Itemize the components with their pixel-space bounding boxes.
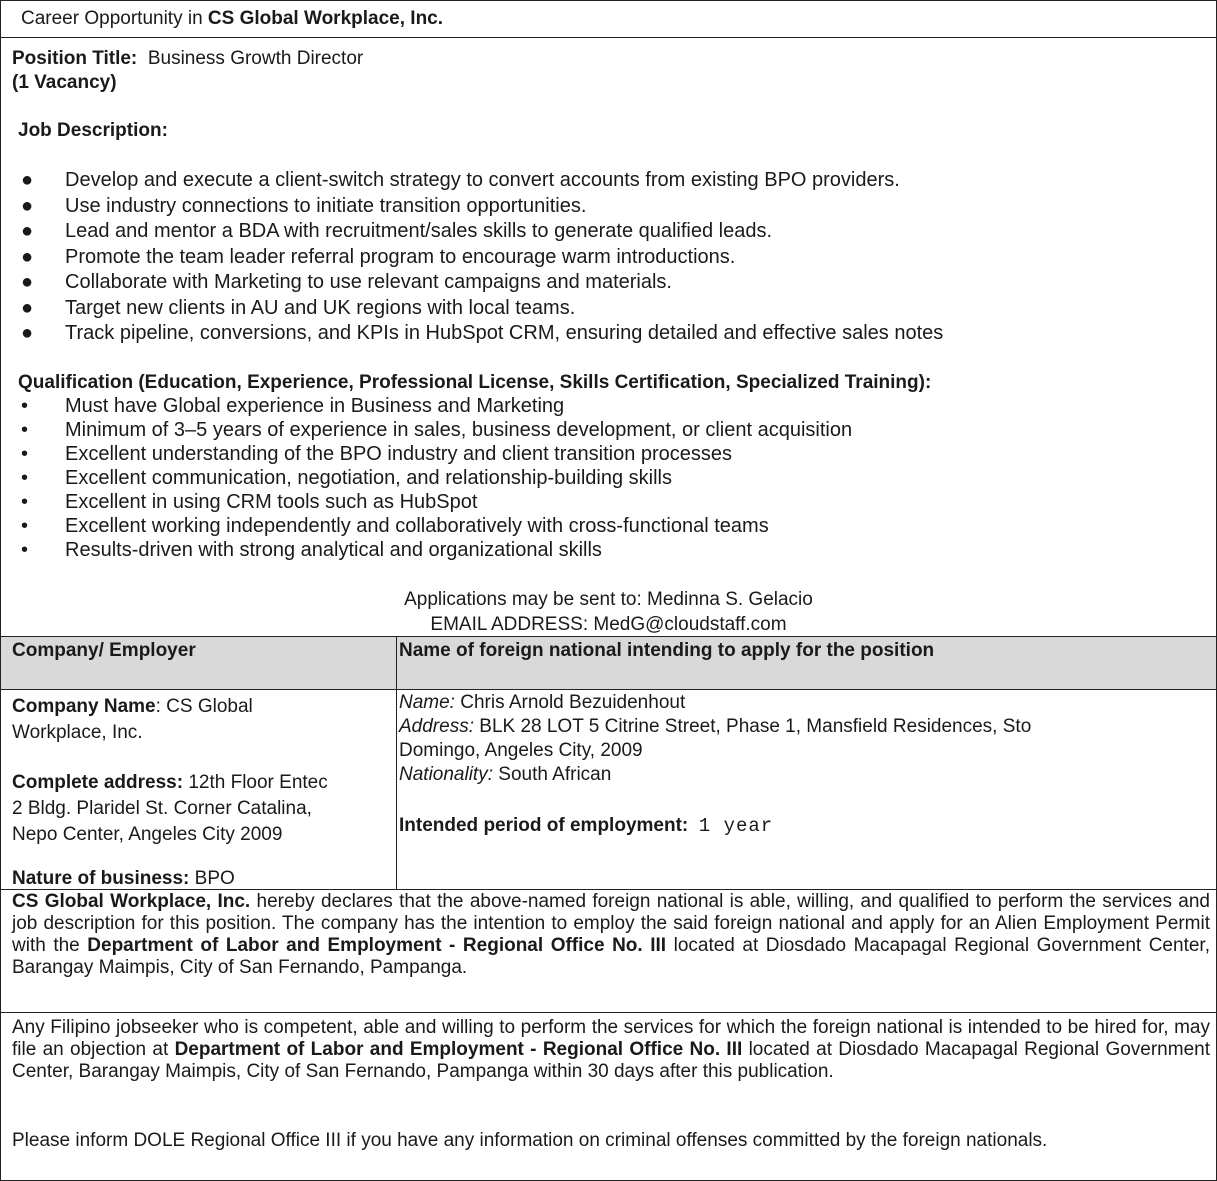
company-name-value: : CS Global [155, 696, 253, 717]
period-value: 1 year [698, 815, 774, 837]
list-item: ● Track pipeline, conversions, and KPIs in HubSpot CRM, ensuring detailed and effective sales notes [12, 321, 943, 347]
inform-paragraph: Please inform DOLE Regional Office III if you have any information on criminal offenses committed by the foreign nationals. [12, 1130, 1048, 1151]
bullet: • [21, 539, 29, 561]
nature-label: Nature of business: [12, 868, 190, 889]
header-title [21, 8, 443, 30]
applications-sent-to: Applications may be sent to: Medinna S. Gelacio [404, 589, 813, 610]
bullet: ● [21, 271, 34, 293]
list-item: ● Collaborate with Marketing to use relevant campaigns and materials. [12, 270, 943, 296]
period-label: Intended period of employment: [399, 815, 689, 836]
header-divider [1, 37, 1216, 38]
bullet: • [21, 419, 29, 441]
objection-paragraph: Any Filipino jobseeker who is competent, able and willing to perform the services for which the foreign national is intended to be hired for, may file an objection at Department of Labor and Employment - Regional Office No. III located at Diosdado Macapagal Regional Government Center, Barangay Maimpis, City of San Fernando, Pampanga within 30 days after this publication. [12, 1017, 1210, 1082]
column-header-company: Company/ Employer [12, 640, 196, 661]
declaration-paragraph: CS Global Workplace, Inc. hereby declares that the above-named foreign national is able, willing, and qualified to perform the services and job description for this position. The company has the intention to employ the said foreign national and apply for an Alien Employment Permit with the Department of Labor and Employment - Regional Office No. III located at Diosdado Macapagal Regional Government Center, Barangay Maimpis, City of San Fernando, Pampanga. [12, 891, 1210, 978]
job-description-list [12, 168, 943, 347]
bullet: ● [21, 296, 34, 319]
vacancy: (1 Vacancy) [12, 72, 117, 93]
objection-office: Department of Labor and Employment - Regional Office No. III [174, 1039, 743, 1060]
list-item: • Excellent understanding of the BPO industry and client transition processes [21, 443, 733, 465]
list-item: • Results-driven with strong analytical and organizational skills [21, 539, 602, 561]
fn-address-line2: Domingo, Angeles City, 2009 [399, 740, 643, 761]
list-item: • Minimum of 3–5 years of experience in sales, business development, or client acquisition [21, 419, 853, 441]
company-name-value-cont: Workplace, Inc. [12, 722, 143, 743]
employer-foreign-national-table [1, 636, 1216, 890]
position-label: Position Title: [12, 48, 138, 69]
address-line: 12th Floor Entec [188, 772, 328, 793]
declaration-company: CS Global Workplace, Inc. [12, 891, 251, 912]
address-line: 2 Bldg. Plaridel St. Corner Catalina, [12, 798, 312, 819]
fn-address-line1: BLK 28 LOT 5 Citrine Street, Phase 1, Mansfield Residences, Sto [479, 716, 1032, 737]
header-company: CS Global Workplace, Inc. [207, 8, 444, 29]
list-item: ● Develop and execute a client-switch strategy to convert accounts from existing BPO providers. [12, 168, 943, 194]
company-name [12, 694, 253, 746]
bullet: • [21, 491, 29, 513]
position-value: Business Growth Director [147, 48, 364, 69]
bullet: • [21, 443, 29, 465]
qualification-heading: Qualification (Education, Experience, Professional License, Skills Certification, Specialized Training): [18, 372, 932, 393]
list-item: • Excellent working independently and collaboratively with cross-functional teams [21, 515, 769, 537]
bullet: ● [21, 322, 34, 344]
address-label: Complete address: [12, 772, 184, 793]
fn-address-label: Address: [399, 716, 474, 737]
name-label: Name: [399, 692, 455, 713]
nationality-value: South African [498, 764, 612, 785]
list-item: ● Target new clients in AU and UK regions with local teams. [12, 296, 943, 322]
qualification-list [12, 394, 852, 562]
list-item: • Must have Global experience in Business and Marketing [21, 395, 565, 417]
name-value: Chris Arnold Bezuidenhout [460, 692, 686, 713]
list-item: ● Lead and mentor a BDA with recruitment/sales skills to generate qualified leads. [12, 219, 943, 245]
nationality-label: Nationality: [399, 764, 493, 785]
bullet: ● [21, 220, 34, 242]
bullet: • [21, 515, 29, 537]
header-prefix: Career Opportunity in [21, 8, 208, 29]
bullet: ● [21, 169, 34, 191]
company-name-label: Company Name [12, 696, 156, 717]
list-item: ● Use industry connections to initiate transition opportunities. [12, 194, 943, 220]
applications-email: EMAIL ADDRESS: MedG@cloudstaff.com [430, 614, 787, 635]
company-address [12, 770, 328, 848]
column-header-foreign-national: Name of foreign national intending to apply for the position [399, 640, 935, 661]
intended-period [399, 813, 773, 839]
foreign-national-details [399, 691, 1031, 787]
address-line: Nepo Center, Angeles City 2009 [12, 824, 283, 845]
bullet: • [21, 467, 29, 489]
job-description-heading: Job Description: [18, 120, 168, 141]
table-bottom-divider [1, 889, 1216, 890]
bullet: ● [21, 194, 34, 217]
position-title [12, 48, 363, 70]
list-item: • Excellent communication, negotiation, and relationship-building skills [21, 467, 673, 489]
section-divider [1, 1012, 1216, 1013]
list-item: • Excellent in using CRM tools such as HubSpot [21, 491, 478, 513]
declaration-office: Department of Labor and Employment - Regional Office No. III [87, 935, 667, 956]
nature-value: BPO [194, 868, 235, 889]
bullet: • [21, 395, 29, 417]
table-column-divider [396, 637, 397, 890]
list-item: ● Promote the team leader referral program to encourage warm introductions. [12, 245, 943, 271]
bullet: ● [21, 245, 34, 268]
